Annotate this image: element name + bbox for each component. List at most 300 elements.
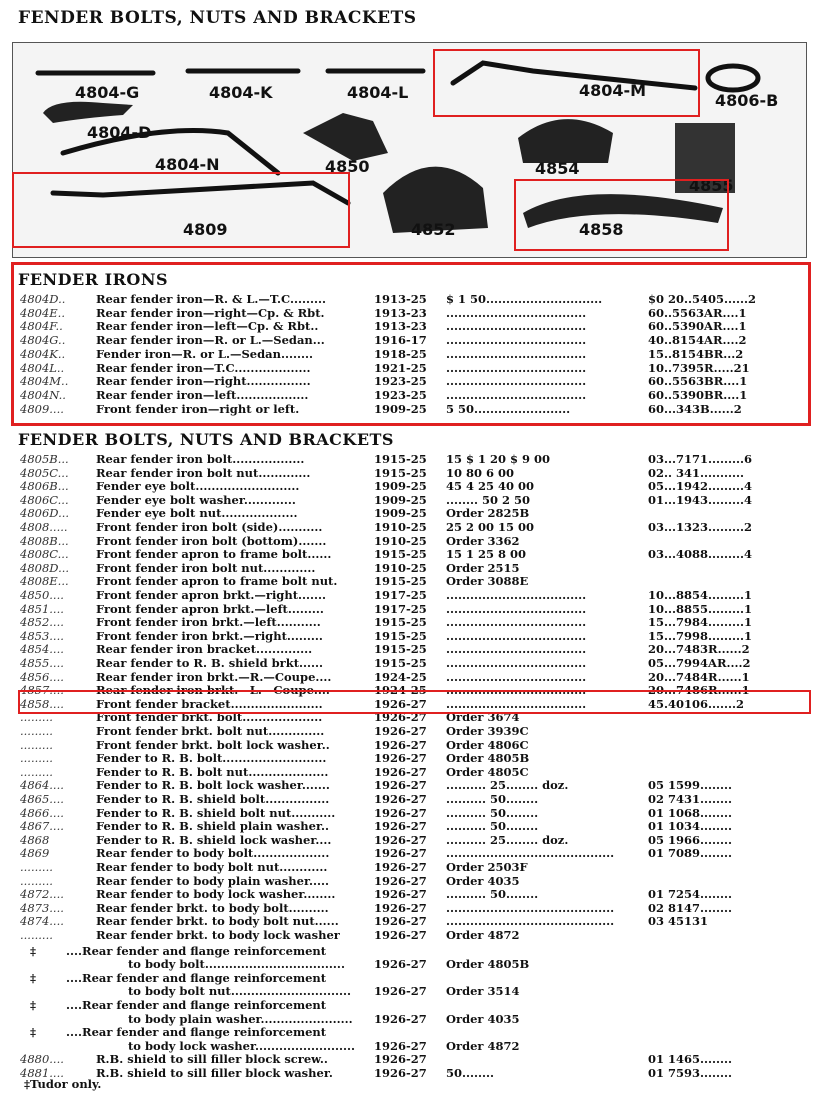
cell-list: Order 4872 <box>446 928 520 942</box>
cell-desc: Fender to R. B. bolt.......................... <box>96 751 327 766</box>
photo-label-4804k: 4804-K <box>209 83 273 102</box>
bolt-row <box>0 874 823 888</box>
cell-year: 1910-25 <box>374 560 427 575</box>
photo-label-4809: 4809 <box>183 220 228 239</box>
cell-tail: 01 7593........ <box>648 1066 733 1080</box>
cell-part: 4868 <box>20 832 50 847</box>
cell-year: 1916-17 <box>374 333 427 348</box>
cell-list: .......................................... <box>446 846 615 861</box>
cell-desc: Rear fender iron—right................ <box>96 374 311 389</box>
cell-part: 4806C... <box>20 492 69 507</box>
cell-part: 4804K.. <box>20 346 66 361</box>
cell-list: ................................... <box>446 387 587 402</box>
cell-part: 4808C... <box>20 547 69 562</box>
cell-list: ................................... <box>446 683 587 698</box>
cell-year: 1926-27 <box>374 1066 427 1080</box>
cell-list: 50........ <box>446 1066 495 1080</box>
cell-part: 4857.... <box>20 683 64 698</box>
cell-part: 4806D... <box>20 506 70 521</box>
bolt-row <box>0 819 823 833</box>
cell-year: 1926-27 <box>374 957 427 972</box>
cell-tail: 05 1599........ <box>648 778 733 793</box>
cell-list: Order 3088E <box>446 574 529 589</box>
iron-row <box>0 374 823 388</box>
cell-year: 1926-27 <box>374 737 427 752</box>
footnote-row <box>0 1077 823 1091</box>
bolt-row <box>0 833 823 847</box>
cell-desc: Rear fender to body bolt................... <box>96 846 330 861</box>
cell-list: .......... 50........ <box>446 805 539 820</box>
bolt-row <box>0 670 823 684</box>
cell-list: 15 1 25 8 00 <box>446 547 527 562</box>
cell-year: 1926-27 <box>374 928 427 942</box>
cell-year: 1926-27 <box>374 805 427 820</box>
cell-desc: Rear fender iron—left.................. <box>96 387 309 402</box>
cell-desc: Rear fender to body plain washer..... <box>96 873 329 888</box>
tudor-line2: to body lock washer......................... <box>128 1038 356 1053</box>
cell-part: 4865.... <box>20 792 64 806</box>
cell-part: 4855.... <box>20 656 64 670</box>
cell-desc: Rear fender iron—R. & L.—T.C......... <box>96 292 326 306</box>
cell-year: 1926-27 <box>374 1011 427 1026</box>
cell-desc: Front fender iron brkt.—right......... <box>96 628 323 643</box>
cell-part: 4852.... <box>20 615 64 630</box>
cell-year: 1926-27 <box>374 778 427 793</box>
cell-part: 4804F.. <box>20 319 63 334</box>
parts-illustration <box>13 43 806 257</box>
tudor-row <box>0 1025 823 1039</box>
cell-part: 4808..... <box>20 520 68 534</box>
cell-list: ................................... <box>446 374 587 389</box>
cell-desc: Front fender brkt. bolt.................... <box>96 710 323 725</box>
cell-year: 1915-25 <box>374 628 427 643</box>
cell-tail: 03...4088.........4 <box>648 547 753 562</box>
cell-part: 4866.... <box>20 805 64 820</box>
cell-list: Order 3362 <box>446 533 520 548</box>
part-4809-rod <box>53 183 348 203</box>
bolt-row <box>0 778 823 792</box>
cell-desc: Fender to R. B. shield lock washer.... <box>96 832 332 847</box>
cell-tail: 01 7254........ <box>648 887 733 902</box>
tudor-line1: ....Rear fender and flange reinforcement <box>66 943 327 958</box>
cell-part: 4805C... <box>20 465 69 480</box>
cell-desc: Rear fender iron—R. or L.—Sedan... <box>96 333 325 348</box>
cell-part: ......... <box>20 737 53 752</box>
bolt-row <box>0 534 823 548</box>
cell-list: 45 4 25 40 00 <box>446 479 535 494</box>
cell-list: .......... 50........ <box>446 819 539 834</box>
photo-label-4804l: 4804-L <box>347 83 409 102</box>
cell-list: Order 4805B <box>446 957 530 972</box>
cell-tail: 01 1068........ <box>648 805 733 820</box>
cell-tail: 60..5563AR....1 <box>648 305 747 320</box>
cell-year: 1926-27 <box>374 710 427 725</box>
cell-tail: 02 7431........ <box>648 792 733 806</box>
cell-year: 1909-25 <box>374 479 427 494</box>
bolt-row <box>0 615 823 629</box>
cell-desc: Fender eye bolt washer............. <box>96 492 296 507</box>
cell-tail: 01 1465........ <box>648 1052 733 1067</box>
photo-label-4852: 4852 <box>411 220 456 239</box>
cell-list: Order 2825B <box>446 506 530 521</box>
cell-tail: 01 1034........ <box>648 819 733 834</box>
cell-tail: 05...7994AR....2 <box>648 656 751 670</box>
cell-desc: Rear fender iron bolt.................. <box>96 452 305 466</box>
cell-part: ......... <box>20 873 53 888</box>
cell-year: 1910-25 <box>374 520 427 534</box>
part-4804d-iron <box>43 102 133 123</box>
cell-tail: 60..5390AR....1 <box>648 319 747 334</box>
cell-part: 4854.... <box>20 642 64 657</box>
cell-list: 15 $ 1 20 $ 9 00 <box>446 452 551 466</box>
cell-desc: R.B. shield to sill filler block screw.. <box>96 1052 328 1067</box>
cell-year: 1926-27 <box>374 832 427 847</box>
cell-part: 4804G.. <box>20 333 66 348</box>
tudor-line1: ....Rear fender and flange reinforcement <box>66 1025 327 1040</box>
cell-part: 4808B... <box>20 533 69 548</box>
cell-desc: Rear fender iron bracket.............. <box>96 642 313 657</box>
cell-year: 1926-27 <box>374 887 427 902</box>
bolt-row <box>0 602 823 616</box>
part-4850-bracket <box>303 113 388 161</box>
cell-tail: 10...8855.........1 <box>648 601 753 616</box>
cell-tail: 03 45131 <box>648 914 709 929</box>
cell-tail: 02.. 341........... <box>648 465 745 480</box>
cell-list: ................................... <box>446 615 587 630</box>
cell-list: $ 1 50............................. <box>446 292 603 306</box>
cell-year: 1921-25 <box>374 360 427 375</box>
cell-list: .......................................... <box>446 900 615 915</box>
cell-desc: Front fender iron brkt.—left........... <box>96 615 321 630</box>
cell-desc: Front fender iron bolt (bottom)....... <box>96 533 327 548</box>
cell-year: 1923-25 <box>374 374 427 389</box>
tudor-row <box>0 971 823 985</box>
cell-desc: Rear fender brkt. to body lock washer <box>96 928 340 942</box>
cell-desc: Rear fender iron brkt.—R.—Coupe.... <box>96 669 332 684</box>
cell-year: 1926-27 <box>374 914 427 929</box>
bolts-section-title: FENDER BOLTS, NUTS AND BRACKETS <box>18 430 394 449</box>
cell-tail: 15..8154BR...2 <box>648 346 744 361</box>
cell-year: 1915-25 <box>374 547 427 562</box>
cell-part: 4809.... <box>20 401 64 416</box>
cell-desc: Rear fender iron bolt nut............. <box>96 465 311 480</box>
cell-list: ................................... <box>446 642 587 657</box>
cell-part: 4850.... <box>20 588 64 602</box>
cell-desc: Front fender apron brkt.—left......... <box>96 601 324 616</box>
cell-list: ................................... <box>446 305 587 320</box>
cell-tail: 40..8154AR....2 <box>648 333 747 348</box>
cell-tail: 10...8854.........1 <box>648 588 753 602</box>
cell-tail: 20...7483R......2 <box>648 642 750 657</box>
cell-tail: 01...1943.........4 <box>648 492 753 507</box>
cell-list: .......... 25........ doz. <box>446 832 569 847</box>
tudor-row <box>0 998 823 1012</box>
tudor-row-cont <box>0 957 823 971</box>
bolt-row <box>0 506 823 520</box>
cell-part: ......... <box>20 710 53 725</box>
cell-part: 4851.... <box>20 601 64 616</box>
cell-desc: Front fender iron—right or left. <box>96 401 300 416</box>
cell-list: .......... 50........ <box>446 792 539 806</box>
cell-list: 5 50........................ <box>446 401 571 416</box>
cell-list: ................................... <box>446 601 587 616</box>
cell-desc: Fender to R. B. bolt lock washer....... <box>96 778 330 793</box>
cell-tail: 03...1323.........2 <box>648 520 753 534</box>
cell-tail: 20...7486R......1 <box>648 683 750 698</box>
cell-year: 1923-25 <box>374 387 427 402</box>
cell-list: .......... 25........ doz. <box>446 778 569 793</box>
tudor-mark: ‡ <box>30 1025 37 1040</box>
photo-label-4855: 4855 <box>689 176 734 195</box>
bolt-row <box>0 860 823 874</box>
cell-part: 4808D... <box>20 560 70 575</box>
cell-year: 1926-27 <box>374 860 427 874</box>
cell-part: 4806B... <box>20 479 69 494</box>
cell-year: 1926-27 <box>374 792 427 806</box>
tudor-mark: ‡ <box>30 970 37 985</box>
bolt-row <box>0 846 823 860</box>
cell-list: Order 4805B <box>446 751 530 766</box>
cell-tail: $0 20..5405......2 <box>648 292 757 306</box>
cell-list: Order 4872 <box>446 1038 520 1053</box>
cell-part: 4804D.. <box>20 292 66 306</box>
cell-year: 1913-23 <box>374 305 427 320</box>
bolt-row <box>0 751 823 765</box>
photo-label-4854: 4854 <box>535 159 580 178</box>
cell-desc: Rear fender iron—right—Cp. & Rbt. <box>96 305 325 320</box>
tudor-row-cont <box>0 984 823 998</box>
cell-year: 1915-25 <box>374 465 427 480</box>
cell-desc: Fender to R. B. bolt nut.................... <box>96 764 329 779</box>
cell-desc: Front fender apron to frame bolt nut. <box>96 574 338 589</box>
cell-list: ................................... <box>446 669 587 684</box>
photo-label-4806b: 4806-B <box>715 91 779 110</box>
bolt-row <box>0 479 823 493</box>
cell-year: 1926-27 <box>374 900 427 915</box>
part-4804m-rod <box>453 63 695 88</box>
cell-part: 4808E... <box>20 574 69 589</box>
cell-part: 4873.... <box>20 900 64 915</box>
end-row <box>0 1052 823 1066</box>
cell-desc: Rear fender to R. B. shield brkt...... <box>96 656 324 670</box>
cell-desc: Front fender iron bolt nut............. <box>96 560 316 575</box>
cell-desc: Rear fender brkt. to body bolt.......... <box>96 900 329 915</box>
cell-part: 4880.... <box>20 1052 64 1067</box>
cell-list: ........ 50 2 50 <box>446 492 531 507</box>
cell-year: 1909-25 <box>374 492 427 507</box>
cell-list: .......................................... <box>446 914 615 929</box>
cell-desc: R.B. shield to sill filler block washer. <box>96 1066 333 1080</box>
cell-part: 4869 <box>20 846 50 861</box>
cell-year: 1915-25 <box>374 452 427 466</box>
cell-desc: Fender to R. B. shield plain washer.. <box>96 819 329 834</box>
bolt-row <box>0 792 823 806</box>
cell-desc: Fender eye bolt nut................... <box>96 506 298 521</box>
iron-row <box>0 319 823 333</box>
cell-part: 4853.... <box>20 628 64 643</box>
cell-tail: 20...7484R......1 <box>648 669 750 684</box>
cell-desc: Fender iron—R. or L.—Sedan........ <box>96 346 313 361</box>
cell-tail: 03...7171.........6 <box>648 452 753 466</box>
bolt-row <box>0 520 823 534</box>
photo-label-4804g: 4804-G <box>75 83 140 102</box>
iron-row <box>0 402 823 416</box>
iron-row <box>0 361 823 375</box>
photo-label-4804d: 4804-D <box>87 123 152 142</box>
bolt-row <box>0 656 823 670</box>
cell-year: 1924-25 <box>374 683 427 698</box>
tudor-mark: ‡ <box>30 943 37 958</box>
cell-tail: 02 8147........ <box>648 900 733 915</box>
cell-year: 1913-23 <box>374 319 427 334</box>
cell-list: ................................... <box>446 360 587 375</box>
iron-row <box>0 292 823 306</box>
cell-list: ................................... <box>446 588 587 602</box>
cell-desc: Front fender brkt. bolt lock washer.. <box>96 737 330 752</box>
bolt-row <box>0 493 823 507</box>
cell-list: Order 2515 <box>446 560 520 575</box>
cell-tail: 10..7395R.....21 <box>648 360 750 375</box>
cell-year: 1915-25 <box>374 615 427 630</box>
bolt-row <box>0 452 823 466</box>
cell-part: 4872.... <box>20 887 64 902</box>
tudor-row-cont <box>0 1012 823 1026</box>
cell-year: 1926-27 <box>374 724 427 738</box>
cell-desc: Rear fender to body lock washer........ <box>96 887 336 902</box>
cell-part: ......... <box>20 764 53 779</box>
cell-year: 1926-27 <box>374 873 427 888</box>
bolt-row <box>0 588 823 602</box>
cell-list: ................................... <box>446 628 587 643</box>
bolt-row <box>0 561 823 575</box>
cell-list: ................................... <box>446 319 587 334</box>
cell-part: 4881.... <box>20 1066 64 1080</box>
cell-part: 4804E.. <box>20 305 65 320</box>
tudor-line2: to body bolt................................... <box>128 957 345 972</box>
page-title: FENDER BOLTS, NUTS AND BRACKETS <box>18 8 417 28</box>
cell-year: 1909-25 <box>374 401 427 416</box>
cell-tail: 05 1966........ <box>648 832 733 847</box>
bolt-row <box>0 724 823 738</box>
cell-year: 1926-27 <box>374 696 427 711</box>
cell-tail: 60..5563BR....1 <box>648 374 748 389</box>
bolt-row <box>0 887 823 901</box>
fender-irons-title: FENDER IRONS <box>18 270 169 289</box>
cell-desc: Fender eye bolt.......................... <box>96 479 300 494</box>
highlight-4858-row <box>18 690 811 714</box>
cell-year: 1915-25 <box>374 656 427 670</box>
cell-year: 1926-27 <box>374 846 427 861</box>
cell-list: Order 3939C <box>446 724 529 738</box>
part-4806b-eyebolt <box>708 66 758 90</box>
cell-year: 1917-25 <box>374 588 427 602</box>
cell-year: 1909-25 <box>374 506 427 521</box>
tudor-line2: to body plain washer....................... <box>128 1011 353 1026</box>
cell-part: 4804L.. <box>20 360 65 375</box>
cell-year: 1926-27 <box>374 751 427 766</box>
cell-year: 1915-25 <box>374 574 427 589</box>
bolt-row <box>0 629 823 643</box>
iron-row <box>0 333 823 347</box>
cell-year: 1917-25 <box>374 601 427 616</box>
cell-desc: Front fender apron to frame bolt...... <box>96 547 332 562</box>
photo-label-4804m: 4804-M <box>579 81 647 100</box>
cell-list: Order 4805C <box>446 764 529 779</box>
tudor-line2: to body bolt nut.............................. <box>128 984 351 999</box>
bolt-row <box>0 806 823 820</box>
cell-list: Order 4035 <box>446 873 520 888</box>
cell-part: 4867.... <box>20 819 64 834</box>
cell-year: 1915-25 <box>374 642 427 657</box>
cell-desc: Fender to R. B. shield bolt................ <box>96 792 330 806</box>
bolt-row <box>0 765 823 779</box>
cell-tail: 60..5390BR....1 <box>648 387 748 402</box>
cell-year: 1926-27 <box>374 1038 427 1053</box>
cell-tail: 45.40106.......2 <box>648 696 745 711</box>
tudor-row-cont <box>0 1039 823 1053</box>
cell-part: 4805B... <box>20 452 69 466</box>
cell-part: ......... <box>20 928 53 942</box>
cell-desc: Rear fender iron—left—Cp. & Rbt.. <box>96 319 319 334</box>
cell-list: Order 3514 <box>446 984 520 999</box>
tudor-line1: ....Rear fender and flange reinforcement <box>66 998 327 1012</box>
bolt-row <box>0 901 823 915</box>
cell-tail: 05...1942.........4 <box>648 479 753 494</box>
photo-label-4804n: 4804-N <box>155 155 220 174</box>
cell-part: 4804M.. <box>20 374 69 389</box>
cell-desc: Rear fender iron—T.C................... <box>96 360 311 375</box>
cell-part: 4864.... <box>20 778 64 793</box>
cell-year: 1926-27 <box>374 764 427 779</box>
cell-part: ......... <box>20 751 53 766</box>
bolt-row <box>0 642 823 656</box>
cell-year: 1910-25 <box>374 533 427 548</box>
cell-tail: 60...343B......2 <box>648 401 742 416</box>
cell-year: 1924-25 <box>374 669 427 684</box>
cell-tail: 15...7984.........1 <box>648 615 753 630</box>
bolt-row <box>0 928 823 942</box>
cell-desc: Rear fender to body bolt nut............ <box>96 860 328 874</box>
tudor-row <box>0 944 823 958</box>
cell-desc: Rear fender brkt. to body bolt nut...... <box>96 914 339 929</box>
cell-tail: 01 7089........ <box>648 846 733 861</box>
bolt-row <box>0 574 823 588</box>
cell-list: .......... 50........ <box>446 887 539 902</box>
cell-list: 25 2 00 15 00 <box>446 520 535 534</box>
cell-list: ................................... <box>446 346 587 361</box>
cell-desc: Front fender bracket....................... <box>96 696 323 711</box>
photo-label-4850: 4850 <box>325 157 370 176</box>
cell-year: 1913-25 <box>374 292 427 306</box>
iron-row <box>0 306 823 320</box>
cell-list: 10 80 6 00 <box>446 465 515 480</box>
cell-part: ......... <box>20 860 53 874</box>
cell-part: ......... <box>20 724 53 738</box>
bolt-row <box>0 466 823 480</box>
bolt-row <box>0 914 823 928</box>
tudor-mark: ‡ <box>30 998 37 1012</box>
cell-list: Order 3674 <box>446 710 520 725</box>
bolt-row <box>0 738 823 752</box>
cell-list: ................................... <box>446 696 587 711</box>
cell-part: 4856.... <box>20 669 64 684</box>
cell-list: Order 4035 <box>446 1011 520 1026</box>
cell-year: 1926-27 <box>374 1052 427 1067</box>
cell-desc: Front fender brkt. bolt nut.............. <box>96 724 325 738</box>
part-4854-bracket <box>518 119 613 163</box>
cell-list: ................................... <box>446 656 587 670</box>
cell-year: 1926-27 <box>374 819 427 834</box>
